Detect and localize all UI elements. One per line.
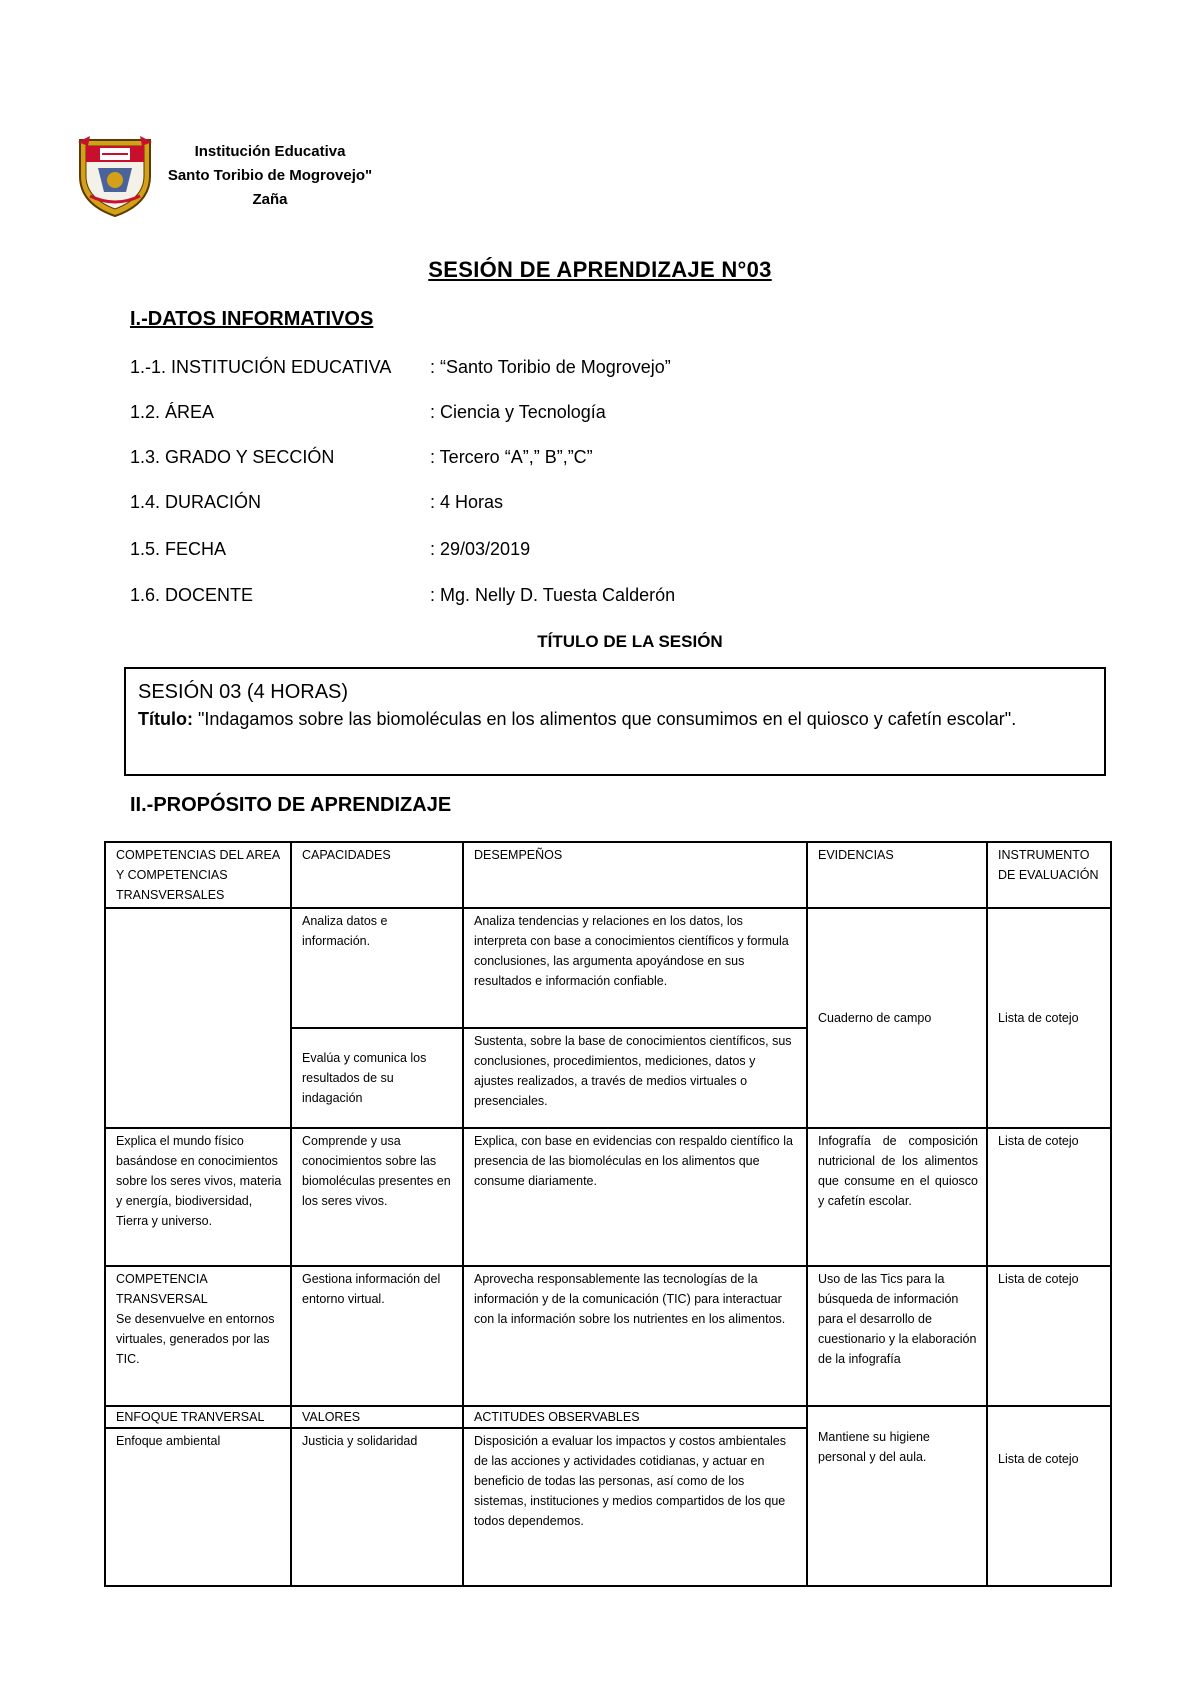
page-title: SESIÓN DE APRENDIZAJE N°03 [428,257,772,282]
desempeno-cell: Sustenta, sobre la base de conocimientos científicos, sus conclusiones, procedimientos, mediciones, datos y ajustes realizados, a través de medios virtuales o presenciales. [463,1028,807,1128]
header-instrumento: INSTRUMENTO DE EVALUACIÓN [987,842,1111,908]
info-value: : “Santo Toribio de Mogrovejo” [430,357,671,377]
actitud-cell: Disposición a evaluar los impactos y costos ambientales de las acciones y actividades cotidianas, y actuar en beneficio de todas las personas, así como de los sistemas, instituciones y medios compartidos de los que todos dependemos. [463,1428,807,1586]
capacidad-cell: Gestiona información del entorno virtual. [291,1266,463,1406]
header-valores: VALORES [291,1406,463,1428]
session-box-text [138,706,1092,732]
institution-line3: Zaña [252,191,288,208]
info-row-area [130,402,1130,426]
evidencia-cell: Mantiene su higiene personal y del aula. [807,1406,987,1586]
capacidad-cell: Comprende y usa conocimientos sobre las biomoléculas presentes en los seres vivos. [291,1128,463,1266]
institution-header [150,140,390,212]
proposito-table [104,841,1112,1587]
section-heading-proposito: II.-PROPÓSITO DE APRENDIZAJE [130,794,452,816]
info-row-fecha [130,539,1130,563]
session-title-box [124,667,1106,776]
info-row-grado [130,447,1130,471]
competencia-cell: Explica el mundo físico basándose en conocimientos sobre los seres vivos, materia y energía, biodiversidad, Tierra y universo. [105,1128,291,1266]
desempeno-cell: Explica, con base en evidencias con respaldo científico la presencia de las biomoléculas en los alimentos que consume diariamente. [463,1128,807,1266]
evidencia-cell: Cuaderno de campo [807,908,987,1128]
info-label: 1.2. ÁREA [130,402,215,422]
header-capacidades: CAPACIDADES [291,842,463,908]
header-enfoque: ENFOQUE TRANVERSAL [105,1406,291,1428]
info-label: 1.-1. INSTITUCIÓN EDUCATIVA [130,357,392,377]
session-title-text: "Indagamos sobre las biomoléculas en los alimentos que consumimos en el quiosco y cafetín escolar". [192,709,1017,729]
school-crest-icon [76,134,154,218]
info-label: 1.4. DURACIÓN [130,492,262,512]
table-header-row [105,842,1111,908]
desempeno-cell: Analiza tendencias y relaciones en los datos, los interpreta con base a conocimientos científicos y formula conclusiones, las argumenta apoyándose en sus resultados e información confiable. [463,908,807,1028]
session-box-title: SESIÓN 03 (4 HORAS) [138,681,349,703]
table-row [105,1266,1111,1406]
instrumento-cell: Lista de cotejo [987,908,1111,1128]
info-label: 1.6. DOCENTE [130,585,254,605]
header-actitudes: ACTITUDES OBSERVABLES [463,1406,807,1428]
session-title-label: Título: [138,709,193,729]
table-row [105,908,1111,1028]
info-value: : 29/03/2019 [430,539,531,559]
instrumento-cell: Lista de cotejo [987,1266,1111,1406]
section-heading-datos: I.-DATOS INFORMATIVOS [130,308,374,330]
competencia-cell [105,1266,291,1406]
institution-line2: Santo Toribio de Mogrovejo" [167,167,373,184]
competencia-cell-empty [105,908,291,1128]
info-value: : Tercero “A”,” B”,”C” [430,447,593,467]
enfoque-cell: Enfoque ambiental [105,1428,291,1586]
desempeno-cell: Aprovecha responsablemente las tecnologías de la información y de la comunicación (TIC) para interactuar con la información sobre los nutrientes en los alimentos. [463,1266,807,1406]
header-desempenos: DESEMPEÑOS [463,842,807,908]
capacidad-cell: Evalúa y comunica los resultados de su indagación [291,1028,463,1128]
info-value: : Ciencia y Tecnología [430,402,606,422]
info-row-duracion [130,492,1130,516]
info-value: : Mg. Nelly D. Tuesta Calderón [430,585,676,605]
instrumento-cell: Lista de cotejo [987,1128,1111,1266]
session-title-heading: TÍTULO DE LA SESIÓN [537,632,723,651]
institution-line1: Institución Educativa [194,143,346,160]
capacidad-cell: Analiza datos e información. [291,908,463,1028]
competencia-transversal-text: Se desenvuelve en entornos virtuales, generados por las TIC. [116,1312,275,1366]
header-evidencias: EVIDENCIAS [807,842,987,908]
evidencia-cell: Infografía de composición nutricional de los alimentos que consume en el quiosco y cafetín escolar. [807,1128,987,1266]
info-label: 1.5. FECHA [130,539,227,559]
table-row [105,1128,1111,1266]
info-row-institucion [130,357,1130,381]
enfoque-header-row [105,1406,1111,1428]
valor-cell: Justicia y solidaridad [291,1428,463,1586]
competencia-transversal-title: COMPETENCIA TRANSVERSAL [116,1272,208,1306]
info-row-docente [130,585,1130,609]
header-competencias: COMPETENCIAS DEL AREA Y COMPETENCIAS TRANSVERSALES [105,842,291,908]
evidencia-cell: Uso de las Tics para la búsqueda de información para el desarrollo de cuestionario y la elaboración de la infografía [807,1266,987,1406]
info-label: 1.3. GRADO Y SECCIÓN [130,447,335,467]
instrumento-cell: Lista de cotejo [987,1406,1111,1586]
info-value: : 4 Horas [430,492,504,512]
